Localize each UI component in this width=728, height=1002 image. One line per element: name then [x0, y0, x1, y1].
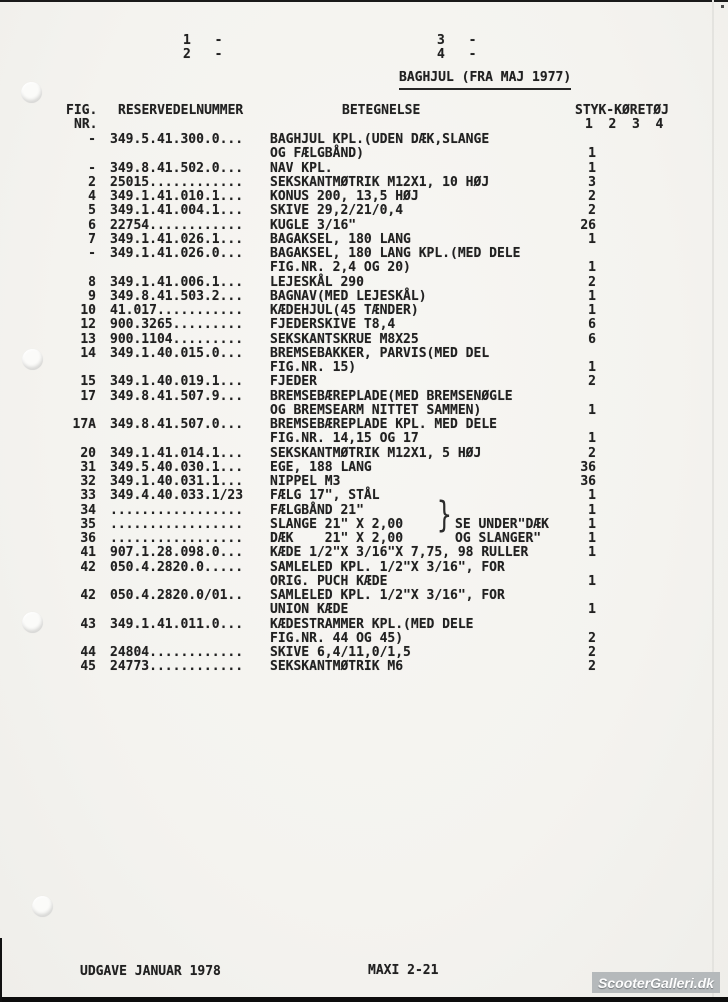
quantity-cell: 1	[588, 431, 596, 447]
description-cell: KUGLE 3/16"	[270, 217, 357, 233]
part-number-cell: 24773............	[110, 659, 244, 675]
fig-number-cell: 12	[80, 317, 96, 333]
part-number-cell: 349.1.41.014.1...	[110, 445, 244, 461]
part-number-cell: 900.1104.........	[110, 331, 244, 347]
part-number-cell: 24804............	[110, 645, 244, 660]
quantity-cell: 1	[588, 402, 596, 418]
description-cell: SKIVE 6,4/11,0/1,5	[270, 645, 411, 660]
fig-number-cell: 45	[80, 659, 96, 675]
punch-hole	[32, 896, 53, 917]
part-number-cell: 349.5.40.030.1...	[110, 459, 244, 475]
column-header-fig: FIG.	[66, 103, 98, 118]
column-header-nr: NR.	[74, 117, 98, 132]
fig-number-cell: -	[88, 246, 96, 261]
table-row	[0, 375, 728, 389]
description-cell: BAGHJUL KPL.(UDEN DÆK,SLANGE	[270, 132, 490, 147]
fig-number-cell: 44	[80, 645, 96, 660]
part-number-cell: 349.1.41.010.1...	[110, 189, 244, 204]
table-row	[0, 233, 728, 247]
description-cell: FIG.NR. 2,4 OG 20)	[270, 260, 411, 276]
table-row	[0, 432, 728, 446]
table-row	[0, 575, 728, 589]
parts-table	[0, 133, 728, 675]
quantity-cell: 1	[588, 160, 596, 176]
quantity-cell: 2	[588, 374, 596, 390]
table-row	[0, 162, 728, 176]
fig-number-cell: 35	[80, 516, 96, 532]
fig-number-cell: 7	[88, 231, 96, 247]
column-header-vehicle-numbers: 1 2 3 4	[585, 117, 664, 132]
table-row	[0, 333, 728, 347]
ref-mark-2: 2 -	[183, 47, 223, 62]
table-row	[0, 219, 728, 233]
table-row	[0, 290, 728, 304]
description-cell: FJEDERSKIVE T8,4	[270, 317, 396, 333]
table-row	[0, 461, 728, 475]
part-number-cell: .................	[110, 502, 244, 518]
table-row	[0, 418, 728, 432]
quantity-cell: 1	[588, 545, 596, 561]
quantity-cell: 2	[588, 189, 596, 204]
scan-speck	[721, 5, 724, 8]
table-row	[0, 190, 728, 204]
description-cell: BAGAKSEL, 180 LANG	[270, 231, 411, 247]
description-cell: BAGAKSEL, 180 LANG KPL.(MED DELE	[270, 246, 521, 261]
table-row	[0, 347, 728, 361]
table-row	[0, 489, 728, 503]
description-cell: DÆK 21" X 2,00	[270, 531, 404, 546]
fig-number-cell: 33	[80, 488, 96, 504]
column-header-part-number: RESERVEDELNUMMER	[118, 103, 244, 118]
quantity-cell: 2	[588, 274, 596, 290]
quantity-cell: 2	[588, 659, 596, 675]
part-number-cell: 349.1.40.031.1...	[110, 474, 244, 489]
quantity-cell: 2	[588, 630, 596, 646]
description-cell: FIG.NR. 15)	[270, 360, 357, 375]
fig-number-cell: 4	[88, 189, 96, 204]
watermark-badge	[592, 972, 720, 993]
quantity-cell: 6	[588, 317, 596, 333]
description-cell: EGE, 188 LANG	[270, 459, 372, 475]
fig-number-cell: 13	[80, 331, 96, 347]
quantity-cell: 1	[588, 146, 596, 162]
table-row	[0, 561, 728, 575]
description-cell: FIG.NR. 44 OG 45)	[270, 630, 404, 646]
part-number-cell: 050.4.2820.0/01..	[110, 588, 244, 603]
description-cell: KONUS 200, 13,5 HØJ	[270, 189, 419, 204]
fig-number-cell: 10	[80, 303, 96, 318]
table-row	[0, 390, 728, 404]
description-cell: SEKSKANTSKRUE M8X25	[270, 331, 419, 347]
quantity-cell: 1	[588, 288, 596, 304]
fig-number-cell: 9	[88, 288, 96, 304]
description-cell: SEKSKANTMØTRIK M6	[270, 659, 404, 675]
table-row	[0, 133, 728, 147]
part-number-cell: 22754............	[110, 217, 244, 233]
footer-edition: UDGAVE JANUAR 1978	[80, 964, 221, 979]
column-header-description: BETEGNELSE	[342, 103, 421, 118]
table-row	[0, 504, 728, 518]
quantity-cell: 36	[580, 474, 596, 489]
table-row	[0, 318, 728, 332]
part-number-cell: 41.017...........	[110, 303, 244, 318]
fig-number-cell: 42	[80, 559, 96, 575]
description-cell: KÆDEHJUL(45 TÆNDER)	[270, 303, 419, 318]
part-number-cell: 349.1.41.006.1...	[110, 274, 244, 290]
description-cell: SEKSKANTMØTRIK M12X1, 5 HØJ	[270, 445, 482, 461]
quantity-cell: 2	[588, 645, 596, 660]
quantity-cell: 2	[588, 445, 596, 461]
quantity-cell: 1	[588, 488, 596, 504]
quantity-cell: 1	[588, 573, 596, 589]
fig-number-cell: 5	[88, 203, 96, 219]
quantity-cell: 2	[588, 203, 596, 219]
column-header-qty-per-vehicle: STYK-KØRETØJ	[575, 103, 669, 118]
quantity-cell: 1	[588, 360, 596, 375]
description-cell: KÆDE 1/2"X 3/16"X 7,75, 98 RULLER	[270, 545, 529, 561]
fig-number-cell: 20	[80, 445, 96, 461]
quantity-cell: 1	[588, 602, 596, 618]
fig-number-cell: 15	[80, 374, 96, 390]
table-row	[0, 660, 728, 674]
ref-mark-1: 1 -	[183, 33, 223, 48]
fig-number-cell: 42	[80, 588, 96, 603]
fig-number-cell: 17	[80, 388, 96, 404]
quantity-cell: 36	[580, 459, 596, 475]
fig-number-cell: 36	[80, 531, 96, 546]
quantity-cell: 1	[588, 502, 596, 518]
description-cell: NIPPEL M3	[270, 474, 341, 489]
fig-number-cell: 43	[80, 616, 96, 632]
table-row	[0, 204, 728, 218]
description-cell: BREMSEBÆREPLADE KPL. MED DELE	[270, 417, 497, 432]
fig-number-cell: -	[88, 160, 96, 176]
description-cell: FIG.NR. 14,15 OG 17	[270, 431, 419, 447]
table-row	[0, 589, 728, 603]
part-number-cell: 349.1.41.004.1...	[110, 203, 244, 219]
part-number-cell: 349.8.41.502.0...	[110, 160, 244, 176]
table-row	[0, 618, 728, 632]
description-cell: FÆLG 17", STÅL	[270, 488, 380, 504]
footer-page-ref: MAXI 2-21	[368, 963, 439, 978]
table-row	[0, 404, 728, 418]
fig-number-cell: 41	[80, 545, 96, 561]
grouping-brace: }	[437, 493, 452, 536]
quantity-cell: 6	[588, 331, 596, 347]
table-row	[0, 261, 728, 275]
quantity-cell: 26	[580, 217, 596, 233]
quantity-cell: 3	[588, 174, 596, 190]
part-number-cell: 349.5.41.300.0...	[110, 132, 244, 147]
quantity-cell: 1	[588, 303, 596, 318]
fig-number-cell: 34	[80, 502, 96, 518]
part-number-cell: 900.3265.........	[110, 317, 244, 333]
part-number-cell: 050.4.2820.0.....	[110, 559, 244, 575]
description-cell: ORIG. PUCH KÆDE	[270, 573, 388, 589]
page-title: BAGHJUL (FRA MAJ 1977)	[399, 71, 571, 90]
part-number-cell: 349.1.41.026.0...	[110, 246, 244, 261]
note-cell: OG SLANGER"	[455, 531, 542, 546]
scan-edge-top	[0, 0, 728, 2]
fig-number-cell: 6	[88, 217, 96, 233]
description-cell: SEKSKANTMØTRIK M12X1, 10 HØJ	[270, 174, 490, 190]
table-row	[0, 176, 728, 190]
table-row	[0, 247, 728, 261]
description-cell: BAGNAV(MED LEJESKÅL)	[270, 288, 427, 304]
part-number-cell: 25015............	[110, 174, 244, 190]
table-row	[0, 147, 728, 161]
description-cell: KÆDESTRAMMER KPL.(MED DELE	[270, 616, 474, 632]
table-row	[0, 632, 728, 646]
part-number-cell: 349.1.41.026.1...	[110, 231, 244, 247]
part-number-cell: 349.8.41.507.0...	[110, 417, 244, 432]
part-number-cell: .................	[110, 531, 244, 546]
description-cell: OG BREMSEARM NITTET SAMMEN)	[270, 402, 482, 418]
quantity-cell: 1	[588, 531, 596, 546]
description-cell: FJEDER	[270, 374, 317, 390]
ref-mark-3: 3 -	[437, 33, 477, 48]
description-cell: LEJESKÅL 290	[270, 274, 364, 290]
part-number-cell: .................	[110, 516, 244, 532]
table-row	[0, 276, 728, 290]
watermark-label: ScooterGalleri.dk	[598, 974, 714, 991]
fig-number-cell: 2	[88, 174, 96, 190]
description-cell: BREMSEBÆREPLADE(MED BREMSENØGLE	[270, 388, 513, 404]
fig-number-cell: 17A	[72, 417, 96, 432]
description-cell: SAMLELED KPL. 1/2"X 3/16", FOR	[270, 588, 505, 603]
quantity-cell: 1	[588, 260, 596, 276]
part-number-cell: 349.1.40.019.1...	[110, 374, 244, 390]
part-number-cell: 349.4.40.033.1/23	[110, 488, 244, 504]
description-cell: BREMSEBAKKER, PARVIS(MED DEL	[270, 345, 490, 361]
quantity-cell: 1	[588, 516, 596, 532]
table-row	[0, 447, 728, 461]
table-row	[0, 546, 728, 560]
part-number-cell: 349.8.41.503.2...	[110, 288, 244, 304]
fig-number-cell: 8	[88, 274, 96, 290]
scan-edge-left	[0, 938, 2, 1002]
fig-number-cell: 32	[80, 474, 96, 489]
part-number-cell: 907.1.28.098.0...	[110, 545, 244, 561]
table-row	[0, 603, 728, 617]
description-cell: SAMLELED KPL. 1/2"X 3/16", FOR	[270, 559, 505, 575]
part-number-cell: 349.8.41.507.9...	[110, 388, 244, 404]
description-cell: SKIVE 29,2/21/0,4	[270, 203, 404, 219]
table-row	[0, 304, 728, 318]
table-row	[0, 532, 728, 546]
fig-number-cell: -	[88, 132, 96, 147]
description-cell: UNION KÆDE	[270, 602, 349, 618]
description-cell: FÆLGBÅND 21"	[270, 502, 364, 518]
fig-number-cell: 14	[80, 345, 96, 361]
part-number-cell: 349.1.40.015.0...	[110, 345, 244, 361]
fig-number-cell: 31	[80, 459, 96, 475]
part-number-cell: 349.1.41.011.0...	[110, 616, 244, 632]
description-cell: SLANGE 21" X 2,00	[270, 516, 404, 532]
table-row	[0, 518, 728, 532]
note-cell: SE UNDER"DÆK	[455, 516, 549, 532]
punch-hole	[21, 82, 42, 103]
scan-edge-bottom	[0, 997, 728, 1002]
description-cell: OG FÆLGBÅND)	[270, 146, 364, 162]
ref-mark-4: 4 -	[437, 47, 477, 62]
description-cell: NAV KPL.	[270, 160, 333, 176]
quantity-cell: 1	[588, 231, 596, 247]
table-row	[0, 646, 728, 660]
table-row	[0, 361, 728, 375]
